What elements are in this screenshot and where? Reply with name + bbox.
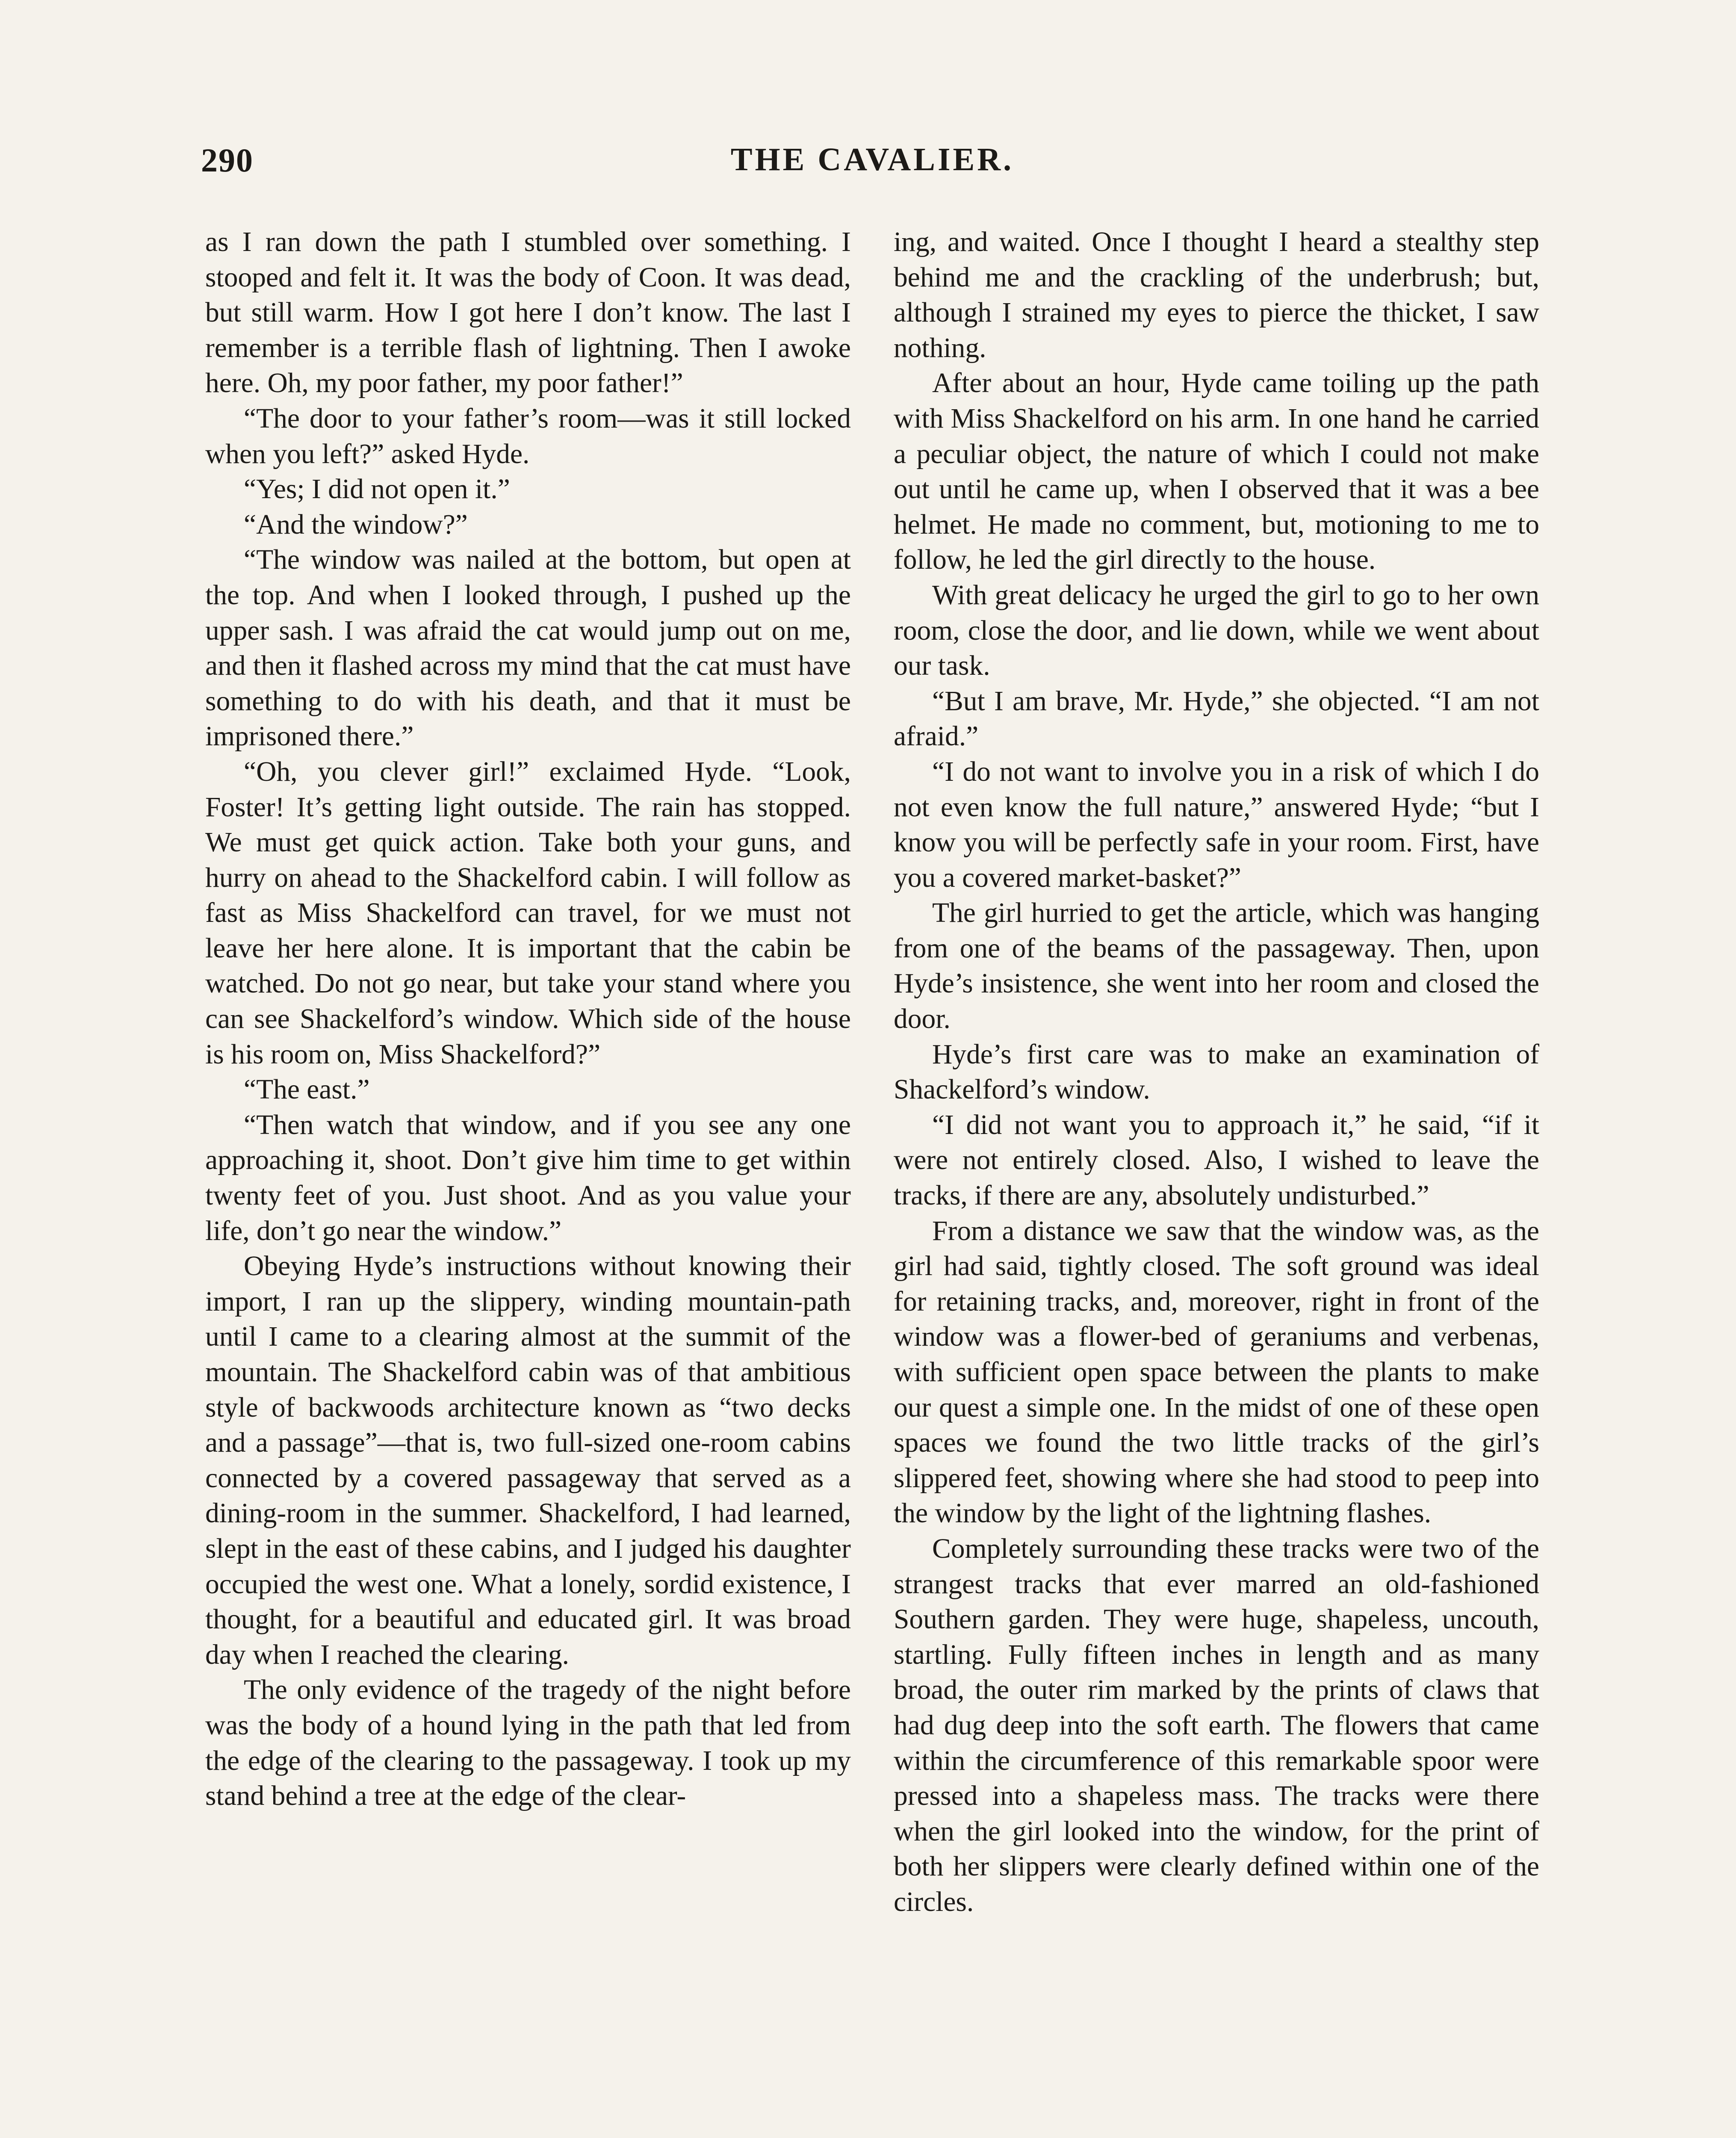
page-number: 290 [201,142,254,179]
paragraph: “The door to your father’s room—was it still locked when you left?” asked Hyde. [205,403,851,470]
paragraph: With great delicacy he urged the girl to go to her own room, close the door, and lie down, while we went about our task. [894,579,1539,682]
paragraph: “The window was nailed at the bottom, but open at the top. And when I looked through, I pushed up the upper sash. I was afraid the cat would jump out on me, and then it flashed across my mind that the cat must have something to do with his death, and that it must be imprisoned there.” [205,544,851,752]
paragraph: “And the window?” [244,509,468,540]
paragraph: From a distance we saw that the window was, as the girl had said, tightly closed. The soft ground was ideal for retaining tracks, and, moreover, right in front of the window was a flower-bed of geraniums and verbenas, with sufficient open space between the plants to make our quest a simple one. In the midst of one of these open spaces we found the two little tracks of the girl’s slippered feet, showing where she had stood to peep into the window by the light of the lightning flashes. [894,1215,1539,1529]
paragraph: as I ran down the path I stumbled over something. I stooped and felt it. It was the body of Coon. It was dead, but still warm. How I got here I don’t know. The last I remember is a terrible flash of lightning. Then I awoke here. Oh, my poor father, my poor father!” [205,227,851,399]
paragraph: “I do not want to involve you in a risk of which I do not even know the full nature,” answered Hyde; “but I know you will be perfectly safe in your room. First, have you a covered market-basket?” [894,756,1539,893]
paragraph: “Yes; I did not open it.” [244,474,510,505]
paragraph: “I did not want you to approach it,” he said, “if it were not entirely closed. Also, I wished to leave the tracks, if there are any, absolutely undisturbed.” [894,1109,1539,1211]
paragraph: ing, and waited. Once I thought I heard a stealthy step behind me and the crackling of the underbrush; but, although I strained my eyes to pierce the thicket, I saw nothing. [894,227,1539,363]
paragraph: “But I am brave, Mr. Hyde,” she objected. “I am not afraid.” [894,685,1539,752]
page-header [201,141,1544,188]
paragraph: Obeying Hyde’s instructions without knowing their import, I ran up the slippery, winding mountain-path until I came to a clearing almost at the summit of the mountain. The Shackelford cabin was of that ambitious style of backwoods architecture known as “two decks and a passage”—that is, two full-sized one-room cabins connected by a covered passageway that served as a dining-room in the summer. Shackelford, I had learned, slept in the east of these cabins, and I judged his daughter occupied the west one. What a lonely, sordid existence, I thought, for a beautiful and educated girl. It was broad day when I reached the clearing. [205,1251,851,1670]
paragraph: “Oh, you clever girl!” exclaimed Hyde. “Look, Foster! It’s getting light outside. The rain has stopped. We must get quick action. Take both your guns, and hurry on ahead to the Shackelford cabin. I will follow as fast as Miss Shackelford can travel, for we must not leave her here alone. It is important that the cabin be watched. Do not go near, but take your stand where you can see Shackelford’s window. Which side of the house is his room on, Miss Shackelford?” [205,756,851,1070]
paragraph: The only evidence of the tragedy of the night before was the body of a hound lying in the path that led from the edge of the clearing to the passageway. I took up my stand behind a tree at the edge of the clear- [205,1674,851,1812]
right-column [894,224,1539,1920]
paragraph: The girl hurried to get the article, which was hanging from one of the beams of the passageway. Then, upon Hyde’s insistence, she went into her room and closed the door. [894,898,1539,1035]
paragraph: Hyde’s first care was to make an examination of Shackelford’s window. [894,1039,1539,1105]
running-title: THE CAVALIER. [730,142,1014,177]
paragraph: Completely surrounding these tracks were two of the strangest tracks that ever marred an old-fashioned Southern garden. They were huge, shapeless, uncouth, startling. Fully fifteen inches in length and as many broad, the outer rim marked by the prints of claws that had dug deep into the soft earth. The flowers that came within the circumference of this remarkable spoor were pressed into a shapeless mass. The tracks were there when the girl looked into the window, for the print of both her slippers were clearly defined within one of the circles. [894,1533,1539,1917]
left-column [205,224,851,1814]
paragraph: “Then watch that window, and if you see any one approaching it, shoot. Don’t give him time to get within twenty feet of you. Just shoot. And as you value your life, don’t go near the window.” [205,1109,851,1246]
paragraph: “The east.” [244,1074,370,1105]
paragraph: After about an hour, Hyde came toiling up the path with Miss Shackelford on his arm. In one hand he carried a peculiar object, the nature of which I could not make out until he came up, when I observed that it was a bee helmet. He made no comment, but, motioning to me to follow, he led the girl directly to the house. [894,368,1539,576]
